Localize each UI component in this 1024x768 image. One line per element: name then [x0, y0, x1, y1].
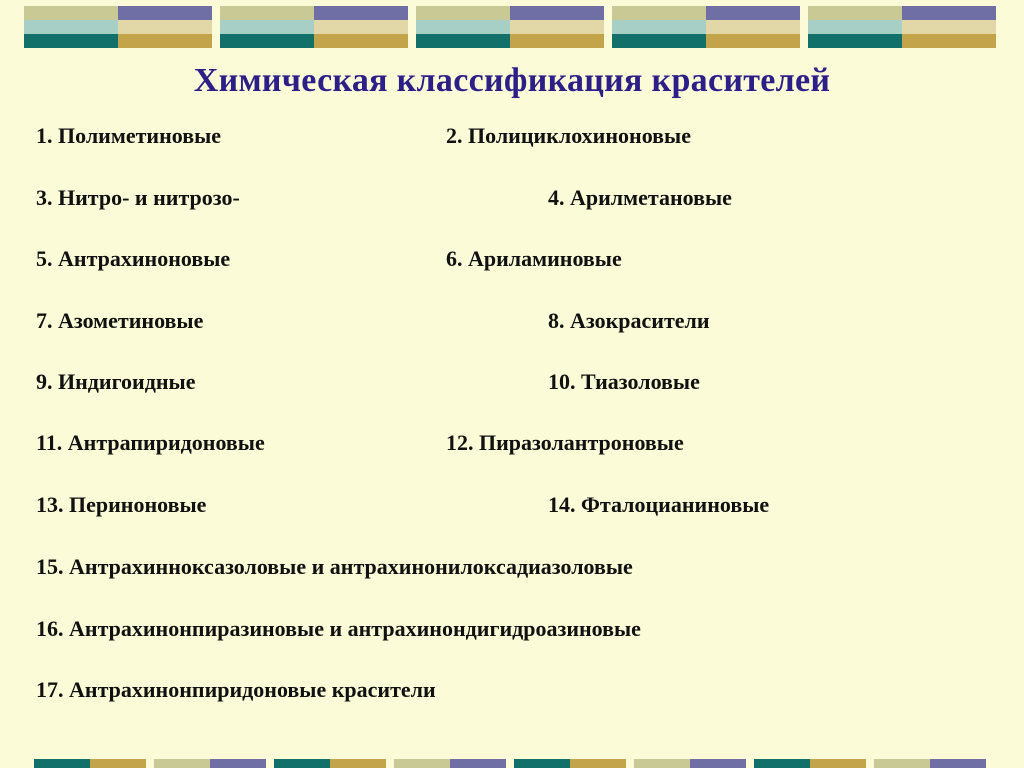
list-item-14: 14. Фталоцианиновые [548, 492, 770, 517]
list-item-3: 3. Нитро- и нитрозо- [36, 185, 240, 210]
top-decorative-band [24, 6, 1000, 48]
list-item-16: 16. Антрахинонпиразиновые и антрахинондигидроазиновые [36, 616, 641, 641]
list-item-8: 8. Азокрасители [548, 308, 710, 333]
decorative-tile [808, 6, 996, 48]
list-item-17: 17. Антрахинонпиридоновые красители [36, 677, 436, 702]
list-item-13: 13. Периноновые [36, 492, 207, 517]
list-item-12: 12. Пиразолантроновые [446, 430, 684, 455]
list-item-4: 4. Арилметановые [548, 185, 732, 210]
decorative-tile [24, 6, 212, 48]
list-item-7: 7. Азометиновые [36, 308, 204, 333]
decorative-tile [612, 6, 800, 48]
list-item-15: 15. Антрахинноксазоловые и антрахинонилоксадиазоловые [36, 554, 633, 579]
list-item-5: 5. Антрахиноновые [36, 246, 231, 271]
decorative-tile [220, 6, 408, 48]
decorative-tile [416, 6, 604, 48]
list-item-11: 11. Антрапиридоновые [36, 430, 265, 455]
bottom-decorative-band [34, 759, 1024, 768]
list-item-6: 6. Ариламиновые [446, 246, 622, 271]
list-item-1: 1. Полиметиновые [36, 123, 222, 148]
list-item-2: 2. Полициклохиноновые [446, 123, 691, 148]
list-item-10: 10. Тиазоловые [548, 369, 700, 394]
slide-title: Химическая классификация красителей [193, 62, 831, 99]
list-item-9: 9. Индигоидные [36, 369, 196, 394]
